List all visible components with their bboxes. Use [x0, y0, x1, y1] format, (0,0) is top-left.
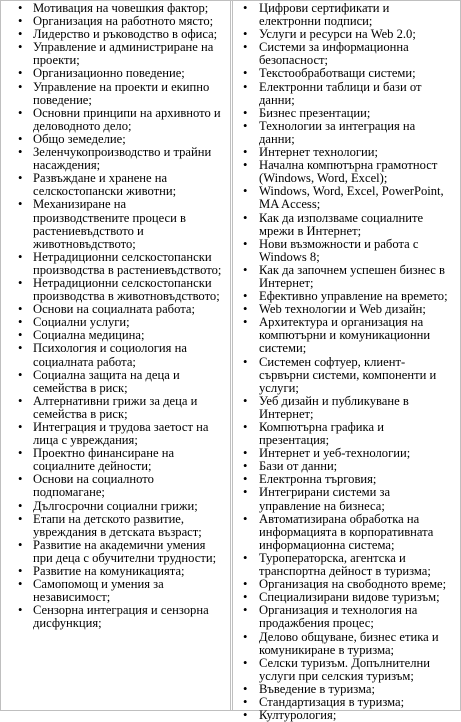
list-item-text: Етапи на детското развитие, увреждания в детската възраст; [33, 511, 202, 539]
list-item-text: Туроператорска, агентска и транспортна дейност в туризма; [259, 550, 431, 579]
list-item [231, 486, 454, 512]
bullet-icon: • [18, 328, 23, 343]
list-item-text: Основи на социалната работа; [33, 302, 195, 317]
list-item-text: Културология; [259, 708, 337, 722]
list-item [1, 146, 222, 172]
bullet-icon: • [243, 79, 248, 94]
list-item [1, 198, 222, 250]
bullet-icon: • [18, 577, 23, 592]
bullet-icon: • [18, 131, 23, 146]
list-item [231, 212, 454, 238]
list-item-text: Самопомощ и умения за независимост; [33, 577, 164, 605]
bullet-icon: • [18, 564, 23, 579]
list-item-text: Услуги и ресурси на Web 2.0; [259, 27, 416, 42]
list-item [231, 657, 454, 683]
list-item-text: Нетрадиционни селскостопански производства в растениевъдството; [33, 249, 222, 277]
list-item [1, 369, 222, 395]
list-item [1, 342, 222, 368]
list-item-text: Селски туризъм. Допълнителни услуги при селския туризъм; [259, 655, 430, 683]
list-item-text: Начална компютърна грамотност (Windows, Word, Excel); [259, 158, 438, 186]
list-item [1, 447, 222, 473]
list-item-text: Интернет и уеб-технологии; [259, 446, 411, 461]
bullet-icon: • [243, 694, 248, 709]
bullet-icon: • [18, 171, 23, 186]
bullet-icon: • [243, 184, 248, 199]
list-item [1, 81, 222, 107]
list-item [231, 631, 454, 657]
list-item-text: Организация на свободното време; [259, 577, 447, 592]
list-item [1, 578, 222, 604]
list-item-text: Въведение в туризма; [259, 681, 375, 696]
bullet-icon: • [243, 577, 248, 592]
bullet-icon: • [18, 302, 23, 317]
list-item-text: Основни принципи на архивното и деловодното дело; [33, 105, 221, 133]
bullet-icon: • [18, 603, 23, 618]
bullet-icon: • [243, 681, 248, 696]
bullet-icon: • [243, 315, 248, 330]
list-item [231, 513, 454, 552]
bullet-icon: • [18, 105, 23, 120]
list-item-text: Архитектура и организация на компютърни и комуникационни системи; [259, 315, 431, 356]
list-item [1, 41, 222, 67]
bullet-icon: • [243, 27, 248, 42]
bullet-icon: • [18, 498, 23, 513]
bullet-icon: • [243, 66, 248, 81]
bullet-icon: • [243, 118, 248, 133]
list-item-text: Развъждане и хранене на селскостопански животни; [33, 171, 177, 199]
list-item-text: Организация и технология на продажбения процес; [259, 603, 418, 631]
list-item-text: Механизиране на производствените процеси в растениевъдството и животновъдството; [33, 197, 186, 251]
list-item [1, 107, 222, 133]
list-item [231, 238, 454, 264]
bullet-icon: • [243, 210, 248, 225]
bullet-icon: • [243, 262, 248, 277]
list-item [231, 356, 454, 395]
list-item [231, 552, 454, 578]
list-item-text: Ефективно управление на времето; [259, 289, 448, 304]
list-item-text: Делово общуване, бизнес етика и комуникиране в туризма; [259, 629, 439, 657]
left-course-list [1, 1, 230, 631]
list-item-text: Електронни таблици и бази от данни; [259, 79, 422, 107]
list-item-text: Електронна търговия; [259, 472, 377, 487]
list-item [231, 81, 454, 107]
bullet-icon: • [243, 354, 248, 369]
list-item [231, 316, 454, 355]
bullet-icon: • [243, 485, 248, 500]
list-item [231, 120, 454, 146]
list-item [1, 251, 222, 277]
list-item-text: Организационно поведение; [33, 66, 185, 81]
bullet-icon: • [18, 197, 23, 212]
list-item-text: Социални услуги; [33, 315, 130, 330]
list-item-text: Управление и администриране на проекти; [33, 40, 214, 68]
list-item-text: Системи за информационна безопасност; [259, 40, 409, 68]
list-item-text: Windows, Word, Excel, PowerPoint, MA Access; [259, 184, 444, 212]
list-item-text: Организация на работното място; [33, 14, 214, 29]
list-item-text: Лидерство и ръководство в офиса; [33, 27, 218, 42]
list-item-text: Как да започнем успешен бизнес в Интернет; [259, 262, 445, 290]
list-item-text: Проектно финансиране на социалните дейности; [33, 446, 175, 474]
bullet-icon: • [243, 590, 248, 605]
list-item-text: Цифрови сертификати и електронни подписи; [259, 1, 390, 29]
bullet-icon: • [243, 472, 248, 487]
bullet-icon: • [243, 459, 248, 474]
bullet-icon: • [18, 14, 23, 29]
bullet-icon: • [18, 472, 23, 487]
bullet-icon: • [18, 446, 23, 461]
list-item [1, 473, 222, 499]
bullet-icon: • [18, 145, 23, 160]
list-item [231, 159, 454, 185]
list-item-text: Интернет технологии; [259, 145, 379, 160]
bullet-icon: • [243, 302, 248, 317]
list-item [231, 421, 454, 447]
bullet-icon: • [18, 315, 23, 330]
right-column [230, 0, 461, 722]
bullet-icon: • [18, 341, 23, 356]
list-item-text: Бази от данни; [259, 459, 338, 474]
bullet-icon: • [243, 236, 248, 251]
list-item-text: Основи на социалното подпомагане; [33, 472, 154, 500]
bullet-icon: • [18, 420, 23, 434]
list-item-text: Системен софтуер, клиент-сървърни системи, компоненти и услуги; [259, 354, 437, 395]
list-item [1, 513, 222, 539]
list-item [231, 395, 454, 421]
list-item-text: Стандартизация в туризма; [259, 694, 405, 709]
list-item [231, 41, 454, 67]
bullet-icon: • [18, 27, 23, 42]
left-column [0, 0, 230, 711]
list-item-text: Зеленчукопроизводство и трайни насаждения; [33, 145, 212, 173]
list-item-text: Технологии за интеграция на данни; [259, 118, 416, 146]
bullet-icon: • [243, 158, 248, 173]
bullet-icon: • [18, 249, 23, 264]
list-item-text: Автоматизирана обработка на информацията в корпоративната информационна система; [259, 511, 434, 552]
list-item-text: Социална защита на деца и семейства в риск; [33, 367, 180, 395]
bullet-icon: • [243, 40, 248, 55]
bullet-icon: • [243, 655, 248, 670]
bullet-icon: • [243, 145, 248, 160]
list-item-text: Алтернативни грижи за деца и семейства в риск; [33, 393, 198, 421]
list-item-text: Развитие на комуникацията; [33, 564, 185, 579]
bullet-icon: • [243, 708, 248, 722]
list-item [1, 277, 222, 303]
bullet-icon: • [18, 511, 23, 526]
list-item [1, 172, 222, 198]
list-item [231, 185, 454, 211]
bullet-icon: • [243, 511, 248, 526]
bullet-icon: • [18, 275, 23, 290]
list-item-text: Управление на проекти и екипно поведение; [33, 79, 210, 107]
bullet-icon: • [243, 446, 248, 461]
bullet-icon: • [243, 603, 248, 618]
right-course-list [231, 1, 460, 722]
bullet-icon: • [243, 1, 248, 15]
list-item-text: Нетрадиционни селскостопански производства в животновъдството; [33, 275, 220, 304]
list-item-text: Как да използваме социалните мрежи в Интернет; [259, 210, 424, 238]
list-item-text: Интеграция и трудова заетост на лица с увреждания; [33, 420, 209, 448]
list-item-text: Развитие на академични умения при деца с обучителни трудности; [33, 537, 217, 565]
list-item [1, 395, 222, 421]
bullet-icon: • [18, 393, 23, 408]
bullet-icon: • [243, 420, 248, 434]
bullet-icon: • [243, 105, 248, 120]
list-item-text: Мотивация на човешкия фактор; [33, 1, 209, 15]
list-item [231, 2, 454, 28]
bullet-icon: • [18, 66, 23, 81]
list-item-text: Общо земеделие; [33, 131, 126, 146]
bullet-icon: • [243, 393, 248, 408]
list-item-text: Компютърна графика и презентация; [259, 420, 384, 448]
list-item-text: Специализирани видове туризъм; [259, 590, 440, 605]
list-item-text: Web технологии и Web дизайн; [259, 302, 426, 317]
bullet-icon: • [243, 629, 248, 644]
list-item-text: Сензорна интеграция и сензорна дисфункция; [33, 603, 209, 631]
list-item-text: Социална медицина; [33, 328, 145, 343]
bullet-icon: • [243, 289, 248, 304]
list-item-text: Текстообработващи системи; [259, 66, 416, 81]
list-item-text: Интегрирани системи за управление на бизнеса; [259, 485, 391, 513]
bullet-icon: • [18, 79, 23, 94]
list-item [231, 264, 454, 290]
list-item-text: Психология и социология на социалната работа; [33, 341, 187, 369]
list-item-text: Дългосрочни социални грижи; [33, 498, 198, 513]
list-item-text: Нови възможности и работа с Windows 8; [259, 236, 419, 264]
bullet-icon: • [18, 367, 23, 382]
list-item [1, 539, 222, 565]
bullet-icon: • [243, 550, 248, 565]
bullet-icon: • [18, 537, 23, 552]
bullet-icon: • [18, 1, 23, 15]
list-item [231, 604, 454, 630]
list-item-text: Уеб дизайн и публикуване в Интернет; [259, 393, 409, 421]
bullet-icon: • [18, 40, 23, 55]
list-item-text: Бизнес презентации; [259, 105, 371, 120]
list-item [231, 709, 454, 722]
list-item [1, 421, 222, 447]
list-item [1, 604, 222, 630]
